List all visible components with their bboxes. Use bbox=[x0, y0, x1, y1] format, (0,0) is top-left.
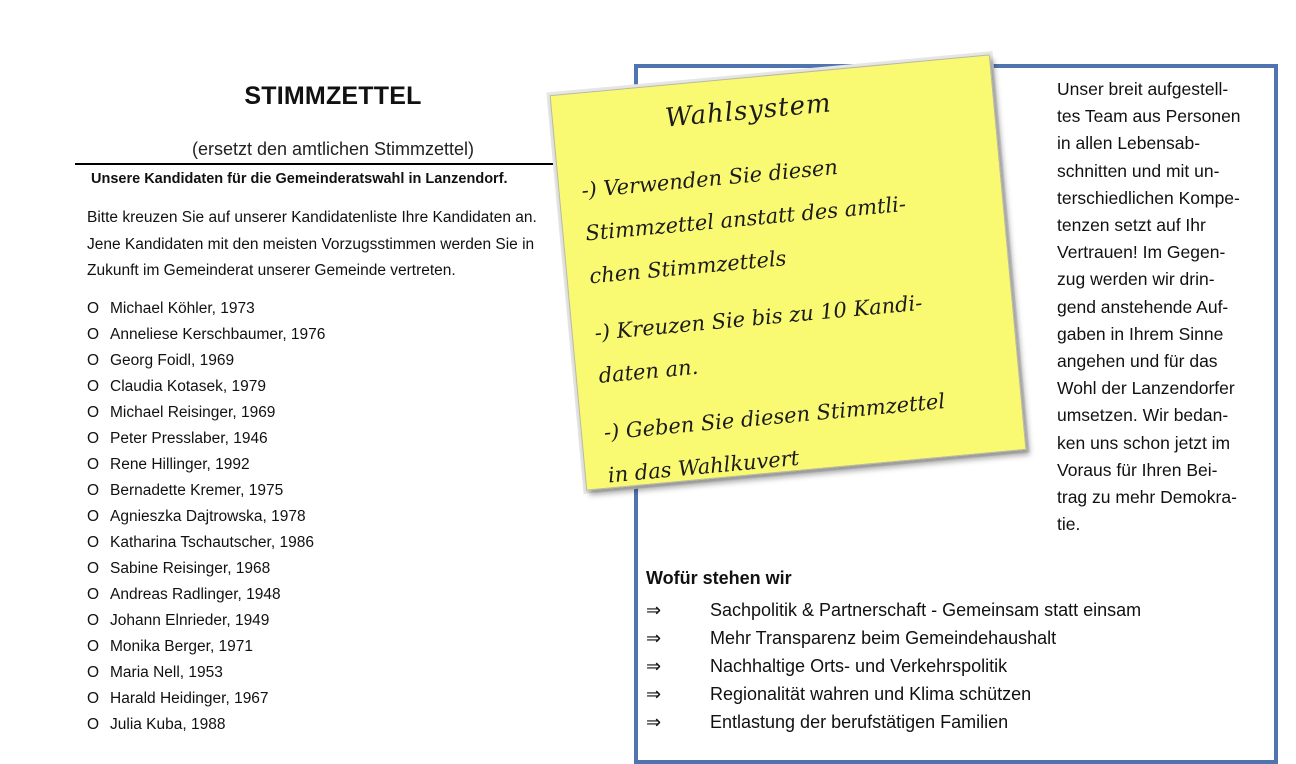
intro-line: Jene Kandidaten mit den meisten Vorzugsstimmen werden Sie in bbox=[87, 235, 535, 253]
candidate-name: Georg Foidl, 1969 bbox=[110, 352, 235, 369]
checkbox-mark[interactable]: O bbox=[87, 690, 100, 707]
team-text-line: tenzen setzt auf Ihr bbox=[1057, 215, 1206, 236]
intro-line: Bitte kreuzen Sie auf unserer Kandidatenliste Ihre Kandidaten an. bbox=[87, 209, 537, 226]
intro-line: Zukunft im Gemeinderat unserer Gemeinde vertreten. bbox=[87, 262, 456, 279]
checkbox-mark[interactable]: O bbox=[87, 664, 100, 681]
candidate-item[interactable] bbox=[87, 634, 325, 660]
candidates-heading: Unsere Kandidaten für die Gemeinderatswahl in Lanzendorf. bbox=[91, 171, 508, 187]
value-item bbox=[646, 680, 1141, 708]
checkbox-mark[interactable]: O bbox=[87, 404, 100, 421]
candidate-name: Harald Heidinger, 1967 bbox=[110, 690, 269, 707]
candidate-name: Katharina Tschautscher, 1986 bbox=[110, 534, 314, 551]
team-text-line: Unser breit aufgestell- bbox=[1057, 79, 1229, 99]
candidate-name: Maria Nell, 1953 bbox=[110, 664, 223, 681]
checkbox-mark[interactable]: O bbox=[87, 482, 100, 499]
candidate-name: Michael Köhler, 1973 bbox=[110, 300, 255, 317]
candidate-item[interactable] bbox=[87, 582, 325, 608]
candidate-name: Julia Kuba, 1988 bbox=[110, 716, 226, 733]
ballot-subtitle: (ersetzt den amtlichen Stimmzettel) bbox=[191, 139, 475, 159]
ballot-title: STIMMZETTEL bbox=[244, 82, 422, 110]
note-title: Wahlsystem bbox=[663, 88, 833, 134]
team-text-line: gend anstehende Auf- bbox=[1057, 296, 1229, 317]
checkbox-mark[interactable]: O bbox=[87, 300, 100, 317]
candidate-name: Monika Berger, 1971 bbox=[110, 638, 254, 655]
candidate-item[interactable] bbox=[87, 660, 325, 686]
arrow-icon: ⇒ bbox=[646, 712, 662, 733]
candidate-name: Bernadette Kremer, 1975 bbox=[110, 482, 284, 499]
value-text: Mehr Transparenz beim Gemeindehaushalt bbox=[710, 628, 1057, 648]
arrow-icon: ⇒ bbox=[646, 656, 662, 677]
ballot-section bbox=[75, 0, 595, 733]
divider bbox=[75, 163, 570, 165]
value-item bbox=[646, 652, 1141, 680]
candidate-item[interactable] bbox=[87, 556, 325, 582]
value-text: Entlastung der berufstätigen Familien bbox=[710, 712, 1009, 732]
team-text-line: Vertrauen! Im Gegen- bbox=[1057, 242, 1226, 263]
checkbox-mark[interactable]: O bbox=[87, 638, 100, 655]
checkbox-mark[interactable]: O bbox=[87, 534, 100, 551]
candidate-item[interactable] bbox=[87, 296, 325, 322]
team-text-line: Voraus für Ihren Bei- bbox=[1057, 459, 1218, 480]
candidate-item[interactable] bbox=[87, 322, 325, 348]
arrow-icon: ⇒ bbox=[646, 600, 662, 621]
value-item bbox=[646, 708, 1141, 736]
candidate-name: Anneliese Kerschbaumer, 1976 bbox=[110, 326, 326, 343]
candidate-item[interactable] bbox=[87, 452, 325, 478]
candidate-item[interactable] bbox=[87, 504, 325, 530]
candidate-item[interactable] bbox=[87, 530, 325, 556]
note-line: daten an. bbox=[597, 354, 700, 388]
checkbox-mark[interactable]: O bbox=[87, 378, 100, 395]
team-text-line: angehen und für das bbox=[1057, 351, 1218, 372]
ballot-intro bbox=[87, 205, 577, 285]
candidate-name: Michael Reisinger, 1969 bbox=[110, 404, 276, 421]
value-item bbox=[646, 596, 1141, 624]
note-line: -) Kreuzen Sie bis zu 10 Kandi- bbox=[593, 290, 924, 346]
candidate-name: Claudia Kotasek, 1979 bbox=[110, 378, 266, 395]
team-text-line: zug werden wir drin- bbox=[1057, 269, 1215, 290]
team-text-line: tes Team aus Personen bbox=[1057, 106, 1241, 127]
candidate-name: Johann Elnrieder, 1949 bbox=[110, 612, 270, 629]
team-text bbox=[1057, 76, 1272, 538]
candidate-name: Rene Hillinger, 1992 bbox=[110, 456, 250, 473]
team-text-line: trag zu mehr Demokra- bbox=[1057, 487, 1237, 508]
value-text: Sachpolitik & Partnerschaft - Gemeinsam statt einsam bbox=[710, 600, 1142, 620]
candidate-list bbox=[87, 296, 325, 738]
checkbox-mark[interactable]: O bbox=[87, 326, 100, 343]
team-text-line: terschiedlichen Kompe- bbox=[1057, 187, 1240, 208]
team-text-line: Wohl der Lanzendorfer bbox=[1057, 378, 1235, 399]
checkbox-mark[interactable]: O bbox=[87, 508, 100, 525]
candidate-item[interactable] bbox=[87, 348, 325, 374]
candidate-item[interactable] bbox=[87, 374, 325, 400]
candidate-name: Andreas Radlinger, 1948 bbox=[110, 586, 281, 603]
note-line: Stimmzettel anstatt des amtli- bbox=[584, 191, 907, 246]
team-text-line: gaben in Ihrem Sinne bbox=[1057, 323, 1224, 344]
arrow-icon: ⇒ bbox=[646, 684, 662, 705]
note-line: -) Geben Sie diesen Stimmzettel bbox=[602, 389, 946, 445]
value-text: Regionalität wahren und Klima schützen bbox=[710, 684, 1032, 704]
candidate-item[interactable] bbox=[87, 608, 325, 634]
candidate-name: Agnieszka Dajtrowska, 1978 bbox=[110, 508, 306, 525]
checkbox-mark[interactable]: O bbox=[87, 560, 100, 577]
checkbox-mark[interactable]: O bbox=[87, 586, 100, 603]
sticky-note bbox=[550, 54, 1027, 490]
checkbox-mark[interactable]: O bbox=[87, 352, 100, 369]
checkbox-mark[interactable]: O bbox=[87, 430, 100, 447]
candidate-item[interactable] bbox=[87, 478, 325, 504]
candidate-item[interactable] bbox=[87, 712, 325, 738]
note-line: chen Stimmzettels bbox=[588, 246, 788, 289]
candidate-item[interactable] bbox=[87, 400, 325, 426]
value-item bbox=[646, 624, 1141, 652]
team-text-line: tie. bbox=[1057, 514, 1081, 535]
team-text-line: umsetzen. Wir bedan- bbox=[1057, 405, 1229, 426]
candidate-item[interactable] bbox=[87, 686, 325, 712]
candidate-name: Peter Presslaber, 1946 bbox=[110, 430, 268, 447]
note-line: in das Wahlkuvert bbox=[606, 445, 801, 488]
team-text-line: ken uns schon jetzt im bbox=[1057, 432, 1231, 453]
candidate-name: Sabine Reisinger, 1968 bbox=[110, 560, 271, 577]
checkbox-mark[interactable]: O bbox=[87, 456, 100, 473]
checkbox-mark[interactable]: O bbox=[87, 612, 100, 629]
candidate-item[interactable] bbox=[87, 426, 325, 452]
team-text-line: in allen Lebensab- bbox=[1057, 133, 1201, 154]
values-list bbox=[646, 596, 1141, 736]
arrow-icon: ⇒ bbox=[646, 628, 662, 649]
checkbox-mark[interactable]: O bbox=[87, 716, 100, 733]
note-line: -) Verwenden Sie diesen bbox=[580, 155, 839, 203]
team-text-line: schnitten und mit un- bbox=[1057, 160, 1220, 181]
value-text: Nachhaltige Orts- und Verkehrspolitik bbox=[710, 656, 1008, 676]
note-body bbox=[580, 132, 1014, 497]
values-title: Wofür stehen wir bbox=[646, 568, 792, 588]
